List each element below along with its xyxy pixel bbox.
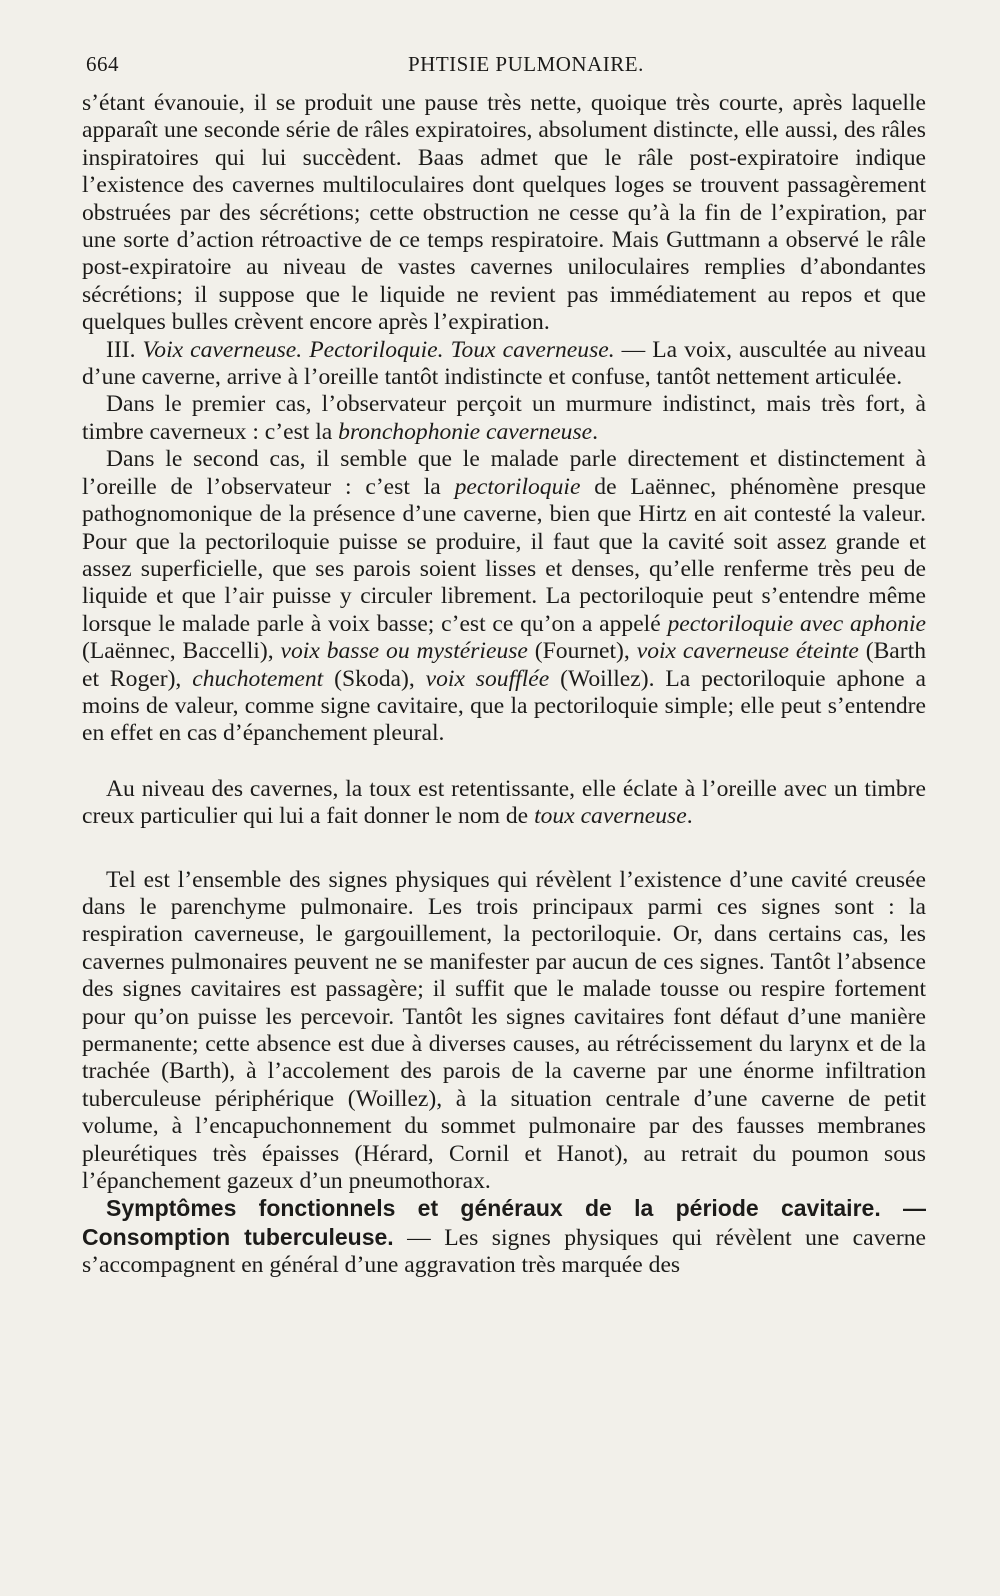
text-run: (Barth et Roger), [82, 638, 926, 692]
paragraph-text: — La voix, auscultée au niveau d’une caverne, arrive à l’oreille tantôt indistincte et confuse, tantôt nettement articulée. [82, 336, 926, 391]
paragraph-cavernous-voice [82, 337, 926, 392]
italic-term: bronchophonie caverneuse [338, 418, 593, 445]
section-number: III. [106, 336, 136, 363]
text-run: Dans le premier cas, l’observateur perçoit un murmure indistinct, mais très fort, à timbre caverneux : c’est la [82, 391, 926, 445]
paragraph-first-case [82, 391, 926, 446]
text-run: (Fournet), [527, 638, 637, 665]
text-run: Au niveau des cavernes, la toux est retentissante, elle éclate à l’oreille avec un timbre creux particulier qui lui a fait donner le nom de [82, 775, 926, 830]
bold-heading: Symptômes fonctionnels et généraux de la période cavitaire. — Consomption tuberculeuse. [82, 1195, 926, 1250]
paragraph-text: — Les signes physiques qui révèlent une caverne s’accompagnent en général d’une aggravation très marquée des [82, 1224, 926, 1279]
text-run: Dans le second cas, il semble que le malade parle directement et distinctement à l’oreille de l’observateur : c’est la [82, 446, 926, 500]
text-run: (Laënnec, Baccelli), [82, 638, 281, 665]
text-run: . [592, 418, 599, 445]
running-header [86, 52, 926, 86]
paragraph-second-case [82, 446, 926, 747]
subheading-pectoriloquie: Pectoriloquie. [309, 336, 444, 363]
italic-term: voix soufflée [425, 665, 550, 692]
subheading-voix: Voix caverneuse. [142, 336, 303, 363]
text-run: . [686, 803, 693, 830]
text-run: de Laënnec, phénomène presque pathognomonique de la présence d’une caverne, bien que Hirtz en ait contesté la valeur. Pour que la pectoriloquie puisse se produire, il faut que la cavité soit assez grande et assez superficielle, que ses parois soient lisses et denses, qu’elle renferme très peu de liquide et que l’air puisse y circuler librement. La pectoriloquie peut s’entendre même lorsque le malade parle à voix basse; c’est ce qu’on a appelé [82, 473, 927, 637]
text-run: (Skoda), [323, 665, 426, 692]
page-body [82, 90, 926, 1280]
paragraph-continuation: s’étant évanouie, il se produit une pause très nette, quoique très courte, après laquelle apparaît une seconde série de râles expiratoires, absolument distincte, elle aussi, des râles inspiratoires qui lui succèdent. Baas admet que le râle post-expiratoire indique l’existence des cavernes multiloculaires dont quelques loges se trouvent passagèrement obstruées par des sécrétions; cette obstruction ne cesse qu’à la fin de l’expiration, par une sorte d’action rétroactive de ce temps respiratoire. Mais Guttmann a observé le râle post-expiratoire au niveau de vastes cavernes uniloculaires remplies d’abondantes sécrétions; il suppose que le liquide ne revient pas immédiatement au repos et que quelques bulles crèvent encore après l’expiration. [82, 90, 926, 336]
running-title: PHTISIE PULMONAIRE. [408, 52, 644, 76]
italic-term: pectoriloquie avec aphonie [667, 610, 926, 637]
italic-term: chuchotement [192, 665, 324, 692]
italic-term: pectoriloquie [454, 473, 581, 500]
subheading-toux: Toux caverneuse. [450, 336, 615, 363]
paragraph-summary-signs: Tel est l’ensemble des signes physiques qui révèlent l’existence d’une cavité creusée dans le parenchyme pulmonaire. Les trois principaux parmi ces signes sont : la respiration caverneuse, le gargouillement, la pectoriloquie. Or, dans certains cas, les cavernes pulmonaires peuvent ne se manifester par aucun de ces signes. Tantôt l’absence des signes cavitaires est passagère; il suffit que le malade tousse ou respire fortement pour qu’on puisse les percevoir. Tantôt les signes cavitaires font défaut d’une manière permanente; cette absence est due à diverses causes, au rétrécissement du larynx et de la trachée (Barth), à l’accolement des parois de la caverne par une énorme infiltration tuberculeuse périphérique (Woillez), à la situation centrale d’une caverne de petit volume, à l’encapuchonnement du sommet pulmonaire par des fausses membranes pleurétiques très épaisses (Hérard, Cornil et Hanot), au retrait du poumon sous l’épanchement gazeux d’un pneumothorax. [82, 866, 926, 1195]
italic-term: voix basse ou mystérieuse [280, 638, 528, 665]
page-number: 664 [86, 52, 119, 76]
text-run: (Woillez). La pectoriloquie aphone a moins de valeur, comme signe cavitaire, que la pectoriloquie simple; elle peut s’entendre en effet en cas d’épanchement pleural. [82, 665, 926, 747]
paragraph-symptoms [82, 1195, 926, 1279]
italic-term: toux caverneuse [534, 803, 687, 830]
paragraph-cavernous-cough [82, 776, 926, 831]
italic-term: voix caverneuse éteinte [636, 638, 859, 665]
